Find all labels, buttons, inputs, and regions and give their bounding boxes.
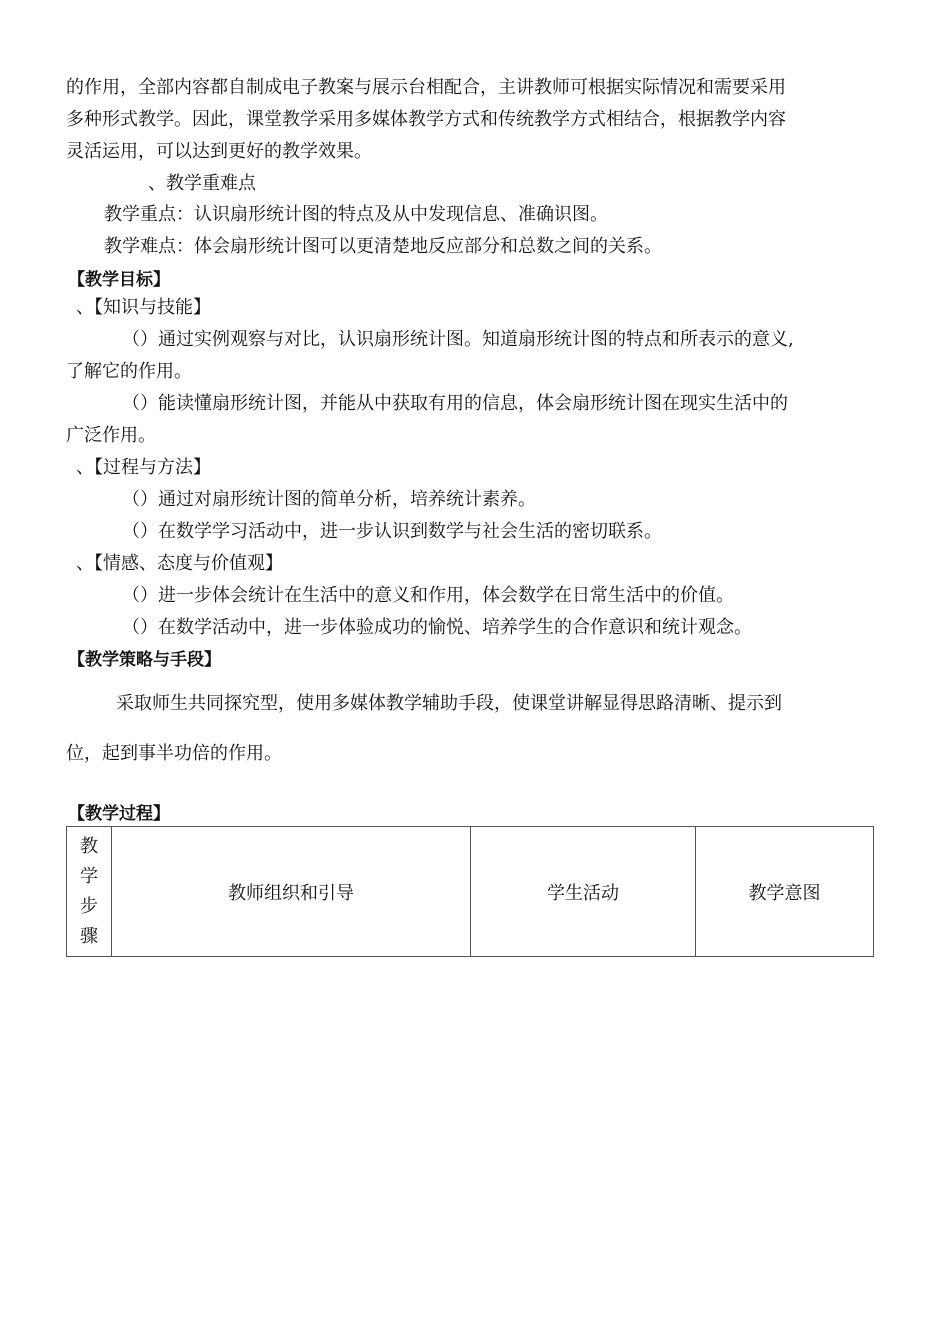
section-process-heading: 【教学过程】 [68,804,170,824]
header-cell-step [67,827,112,957]
key-point: 教学重点：认识扇形统计图的特点及从中发现信息、准确识图。 [104,204,608,225]
difficult-point: 教学难点：体会扇形统计图可以更清楚地反应部分和总数之间的关系。 [104,236,662,257]
goal1-item1-line: （）通过实例观察与对比，认识扇形统计图。知道扇形统计图的特点和所表示的意义, [122,329,794,350]
heading-difficulty: 、教学重难点 [148,173,256,194]
header-cell-teacher: 教师组织和引导 [112,827,471,957]
process-table [66,826,874,957]
table-row [67,827,874,957]
header-cell-intent: 教学意图 [696,827,874,957]
section-goals-heading: 【教学目标】 [68,270,170,290]
step-char: 骤 [80,925,98,947]
goal2-item2: （）在数学学习活动中，进一步认识到数学与社会生活的密切联系。 [122,521,662,542]
goal1-item2-line: （）能读懂扇形统计图，并能从中获取有用的信息，体会扇形统计图在现实生活中的 [122,393,788,414]
goal3-item1: （）进一步体会统计在生活中的意义和作用，体会数学在日常生活中的价值。 [122,585,734,606]
goal2-item1: （）通过对扇形统计图的简单分析，培养统计素养。 [122,489,536,510]
goal1-title: 、【知识与技能】 [76,297,211,318]
goal1-item1-line: 了解它的作用。 [66,361,192,382]
goal3-title: 、【情感、态度与价值观】 [76,553,283,574]
step-char: 学 [80,865,98,887]
goal3-item2: （）在数学活动中，进一步体验成功的愉悦、培养学生的合作意识和统计观念。 [122,617,752,638]
paragraph-line: 的作用，全部内容都自制成电子教案与展示台相配合，主讲教师可根据实际情况和需要采用 [66,77,786,98]
strategy-line: 位，起到事半功倍的作用。 [66,743,282,764]
goal2-title: 、【过程与方法】 [76,457,211,478]
paragraph-line: 多种形式教学。因此，课堂教学采用多媒体教学方式和传统教学方式相结合，根据教学内容 [66,109,786,130]
header-cell-student: 学生活动 [471,827,696,957]
strategy-line: 采取师生共同探究型，使用多媒体教学辅助手段，使课堂讲解显得思路清晰、提示到 [116,693,782,714]
step-char: 步 [80,895,98,917]
section-strategy-heading: 【教学策略与手段】 [68,650,221,670]
goal1-item2-line: 广泛作用。 [66,425,156,446]
step-char: 教 [80,835,98,857]
paragraph-line: 灵活运用，可以达到更好的教学效果。 [66,141,372,162]
